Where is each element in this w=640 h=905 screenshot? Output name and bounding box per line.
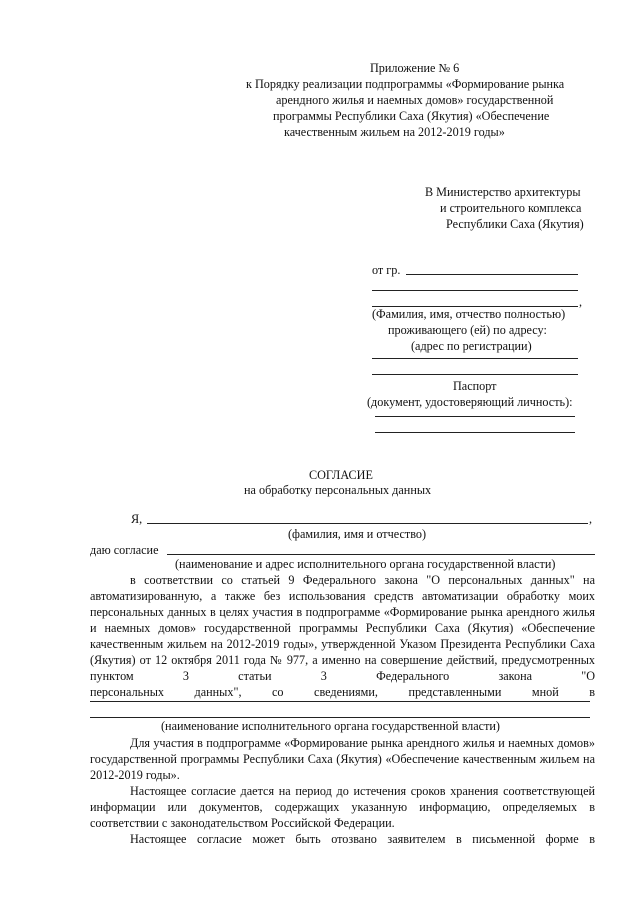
- address-line-1[interactable]: [372, 358, 578, 359]
- consent-paragraph-3: Настоящее согласие дается на период до истечения сроков хранения соответствующей информации или документов, содержащих указанную информацию, определяемых в соответствии с законодательством Российской Федерации.: [90, 784, 595, 830]
- addressee-line: В Министерство архитектуры: [425, 185, 581, 199]
- name-line-2[interactable]: [372, 290, 578, 291]
- address-caption: (адрес по регистрации): [411, 339, 532, 353]
- give-consent-label: даю согласие: [90, 543, 159, 557]
- i-label: Я,: [131, 512, 143, 526]
- passport-label: Паспорт: [453, 379, 497, 393]
- fio-caption: (фамилия, имя и отчество): [288, 527, 427, 541]
- name-line-comma: ,: [579, 295, 583, 309]
- organ-caption-2: (наименование исполнительного органа государственной власти): [161, 719, 500, 733]
- paragraph-4-line: Настоящее согласие может быть отозвано заявителем в письменной форме в: [130, 832, 595, 846]
- consent-paragraph-4: [90, 831, 595, 847]
- from-name-line[interactable]: [406, 274, 578, 275]
- appendix-line: качественным жильем на 2012-2019 годы»: [284, 125, 505, 139]
- doc-caption: (документ, удостоверяющий личность):: [367, 395, 573, 409]
- appendix-title: Приложение № 6: [370, 61, 460, 75]
- consent-paragraph-2: Для участия в подпрограмме «Формирование рынка арендного жилья и наемных домов» государственной программы Республики Саха (Якутия) «Обеспечение качественным жильем на 2012-2019 годы».: [90, 736, 595, 782]
- residing-label: проживающего (ей) по адресу:: [388, 323, 547, 337]
- organ-caption: (наименование и адрес исполнительного органа государственной власти): [175, 557, 556, 571]
- fio-comma: ,: [589, 512, 593, 526]
- appendix-line: арендного жилья и наемных домов» государственной: [276, 93, 554, 107]
- doc-line-1[interactable]: [375, 416, 575, 417]
- from-label: от гр.: [372, 263, 401, 277]
- consent-subtitle: на обработку персональных данных: [244, 483, 432, 497]
- paragraph-1-body: в соответствии со статьей 9 Федерального закона "О персональных данных" на автоматизированную, а также без использования средств автоматизации обработку моих персональных данных в целях участия в подпрограмме «Формирование рынка арендного жилья и наемных домов» государственной программы Республики Саха (Якутия) «Обеспечение качественным жильем на 2012-2019 годы», утвержденной Указом Президента Республики Саха (Якутия) от 12 октября 2011 года № 977, а именно на совершение действий, предусмотренных пунктом 3 статьи 3 Федерального закона "О: [90, 573, 595, 683]
- name-caption: (Фамилия, имя, отчество полностью): [372, 307, 566, 321]
- consent-paragraph-1: [90, 572, 595, 684]
- organ-name-line-1[interactable]: [90, 701, 590, 702]
- doc-line-2[interactable]: [375, 432, 575, 433]
- consent-title: СОГЛАСИЕ: [309, 468, 373, 482]
- address-line-2[interactable]: [372, 374, 578, 375]
- addressee-line: Республики Саха (Якутия): [446, 217, 584, 231]
- appendix-line: программы Республики Саха (Якутия) «Обеспечение: [273, 109, 550, 123]
- fio-line[interactable]: [147, 523, 588, 524]
- appendix-line: к Порядку реализации подпрограммы «Формирование рынка: [246, 77, 565, 91]
- paragraph-1-last-line: персональных данных", со сведениями, представленными мной в: [90, 685, 595, 699]
- addressee-line: и строительного комплекса: [440, 201, 582, 215]
- consent-paragraph-1-last: [90, 684, 595, 700]
- organ-line[interactable]: [167, 554, 595, 555]
